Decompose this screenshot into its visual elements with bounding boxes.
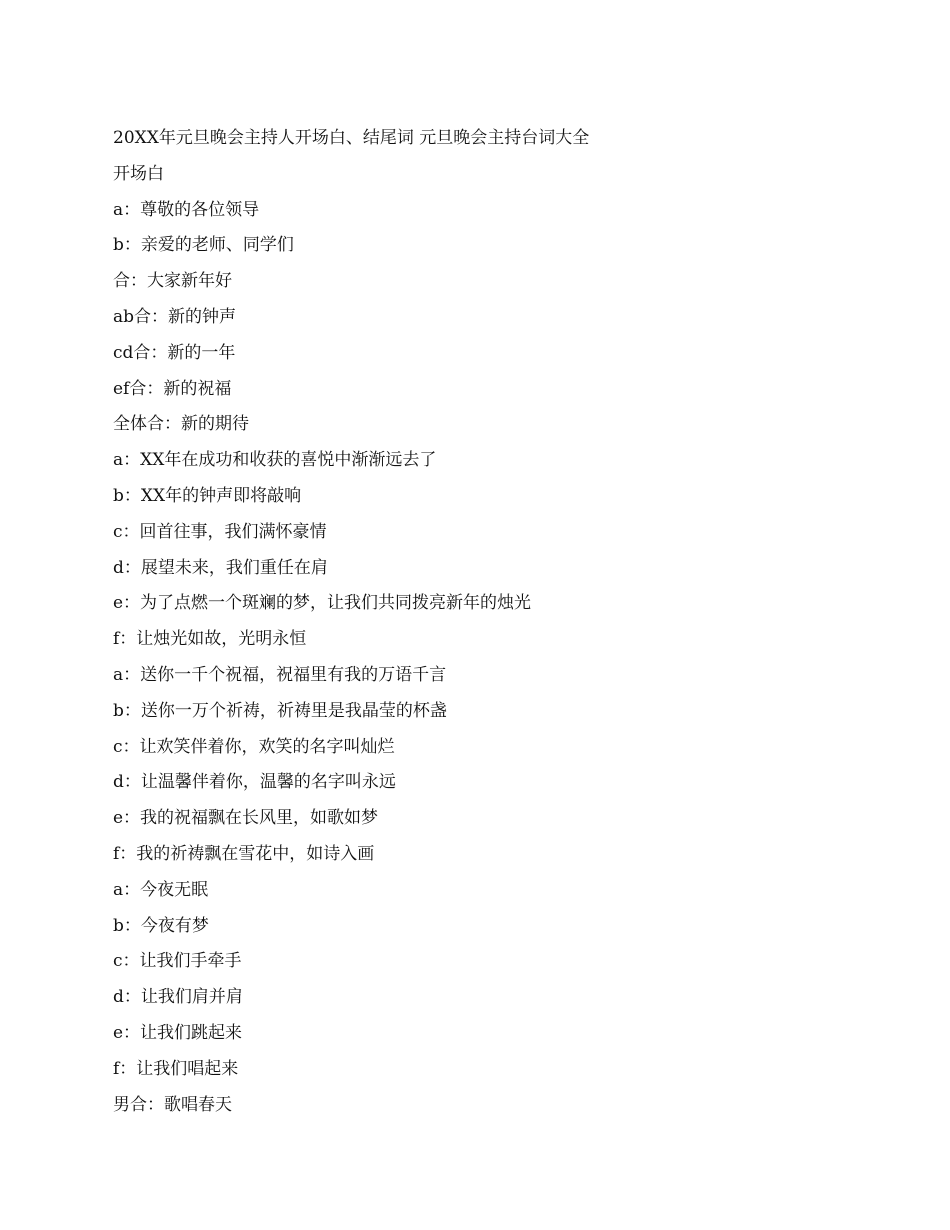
- text-line: b：今夜有梦: [113, 915, 209, 936]
- text-line: c：让欢笑伴着你，欢笑的名字叫灿烂: [113, 736, 395, 757]
- text-line: 全体合：新的期待: [113, 414, 249, 435]
- text-line: b：XX年的钟声即将敲响: [113, 485, 302, 506]
- text-line: e：为了点燃一个斑斓的梦，让我们共同拨亮新年的烛光: [113, 593, 532, 614]
- text-line: f：我的祈祷飘在雪花中，如诗入画: [113, 843, 375, 864]
- text-line: b：亲爱的老师、同学们: [113, 235, 294, 256]
- text-line: d：让温馨伴着你，温馨的名字叫永远: [113, 772, 396, 793]
- text-line: a：尊敬的各位领导: [113, 199, 260, 220]
- document-body: [113, 124, 873, 1126]
- text-line: cd合：新的一年: [113, 342, 236, 363]
- text-line: b：送你一万个祈祷，祈祷里是我晶莹的杯盏: [113, 700, 447, 721]
- text-line: f：让我们唱起来: [113, 1058, 239, 1079]
- text-line: a：今夜无眠: [113, 879, 209, 900]
- document-title: 20XX年元旦晚会主持人开场白、结尾词 元旦晚会主持台词大全: [113, 128, 590, 148]
- text-line: e：我的祝福飘在长风里，如歌如梦: [113, 808, 379, 829]
- text-line: d：展望未来，我们重任在肩: [113, 557, 328, 578]
- text-line: ef合：新的祝福: [113, 378, 232, 399]
- text-line: c：回首往事，我们满怀豪情: [113, 521, 327, 542]
- text-line: c：让我们手牵手: [113, 951, 242, 972]
- text-line: f：让烛光如故，光明永恒: [113, 629, 307, 650]
- text-line: a：送你一千个祝福，祝福里有我的万语千言: [113, 664, 447, 685]
- text-line: ab合：新的钟声: [113, 306, 237, 327]
- text-line: 男合：歌唱春天: [113, 1094, 232, 1115]
- section-heading: 开场白: [113, 163, 164, 184]
- text-line: 合：大家新年好: [113, 271, 232, 292]
- text-line: e：让我们跳起来: [113, 1022, 243, 1043]
- text-line: d：让我们肩并肩: [113, 987, 243, 1008]
- text-line: a：XX年在成功和收获的喜悦中渐渐远去了: [113, 450, 437, 471]
